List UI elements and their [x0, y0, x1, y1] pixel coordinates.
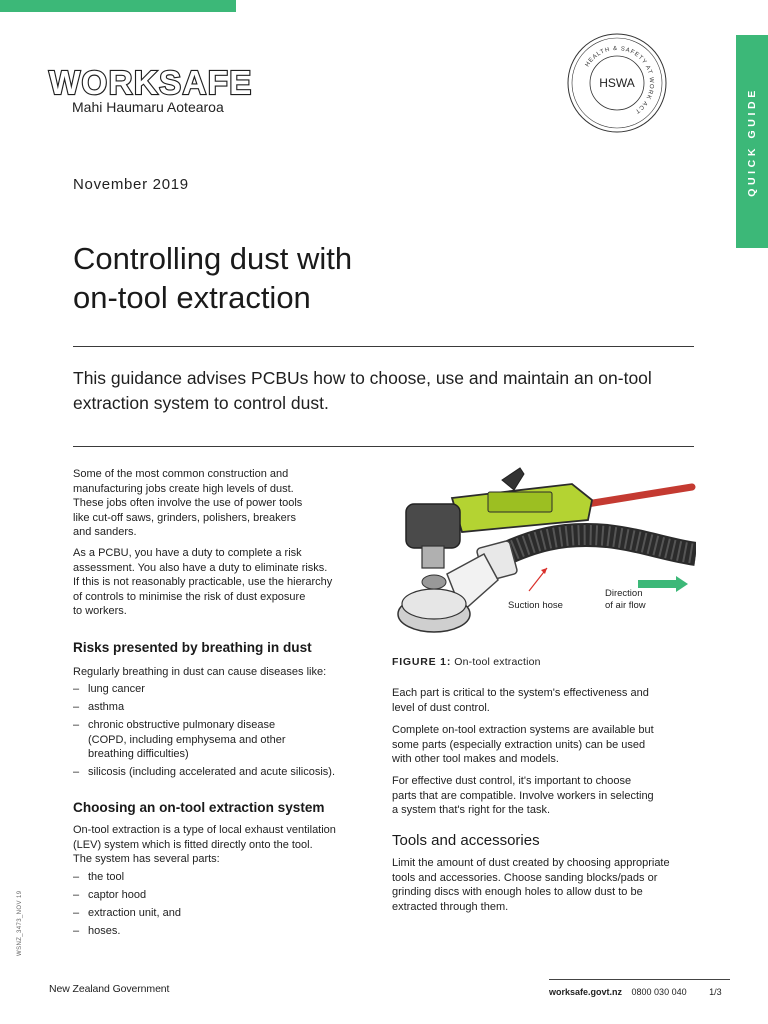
divider-top: [73, 346, 694, 347]
seal-center-text: HSWA: [599, 76, 635, 90]
tool-illustration: [392, 462, 696, 652]
intro-paragraph-1: Some of the most common construction and manufacturing jobs create high levels of dust. These jobs often involve the use of power tools like cut-off saws, grinders, polishers, breakers and sanders.: [73, 468, 303, 539]
intro-paragraph-2: As a PCBU, you have a duty to complete a risk assessment. You also have a duty to eliminate risks. If this is not reasonably practicable, use the hierarchy of controls to minimise the risk of dust exposure to workers.: [73, 547, 333, 618]
figure-title: On-tool extraction: [454, 656, 541, 668]
callout-suction-hose: Suction hose: [508, 600, 563, 611]
callout-direction-line2: of air flow: [605, 600, 646, 611]
footer-info: [549, 987, 722, 997]
quick-guide-tab: [736, 35, 768, 248]
nz-government-logo: New Zealand Government: [49, 983, 170, 995]
title-line-1: Controlling dust with: [73, 241, 353, 276]
logo-tagline: Mahi Haumaru Aotearoa: [72, 99, 224, 115]
callout-direction-line1: Direction: [605, 588, 643, 599]
right-paragraph-2: Complete on-tool extraction systems are available but some parts (especially extraction units) can be used with other tool makes and models.: [392, 724, 654, 766]
tools-paragraph: Limit the amount of dust created by choosing appropriate tools and accessories. Choose sanding blocks/pads or grinding discs with enough holes to allow dust to be extracted through them.: [392, 857, 670, 913]
top-accent-bar: [0, 0, 236, 12]
publication-date: November 2019: [73, 176, 189, 193]
figure-number: FIGURE 1:: [392, 656, 452, 668]
tools-heading: Tools and accessories: [392, 832, 540, 849]
risks-intro: Regularly breathing in dust can cause diseases like:: [73, 666, 327, 678]
footer-rule: [549, 979, 730, 980]
right-paragraph-3: For effective dust control, it's important to choose parts that are compatible. Involve workers in selecting a system that's right for the task.: [392, 775, 654, 817]
choosing-heading: Choosing an on-tool extraction system: [73, 800, 325, 815]
divider-bottom: [73, 446, 694, 447]
quick-guide-label: QUICK GUIDE: [746, 86, 758, 197]
seal-ring-text: HEALTH & SAFETY AT WORK ACT: [584, 45, 655, 115]
footer-site-link[interactable]: worksafe.govt.nz: [549, 987, 623, 997]
choosing-paragraph: On-tool extraction is a type of local exhaust ventilation (LEV) system which is fitted directly onto the tool. The system has several parts:: [73, 824, 336, 866]
intro-text: This guidance advises PCBUs how to choose, use and maintain an on-tool extraction system to control dust.: [73, 368, 652, 413]
page-title: [73, 239, 573, 317]
document-code: WSNZ_3473_NOV 19: [17, 890, 23, 956]
right-paragraph-1: Each part is critical to the system's effectiveness and level of dust control.: [392, 687, 649, 714]
figure-caption: [392, 656, 541, 668]
worksafe-logo: WORKSAFE: [49, 64, 253, 101]
footer-phone: 0800 030 040: [631, 987, 687, 997]
title-line-2: on-tool extraction: [73, 280, 311, 315]
risks-heading: Risks presented by breathing in dust: [73, 640, 312, 655]
footer-page-number: 1/3: [709, 987, 722, 997]
hswa-seal: [566, 32, 668, 134]
